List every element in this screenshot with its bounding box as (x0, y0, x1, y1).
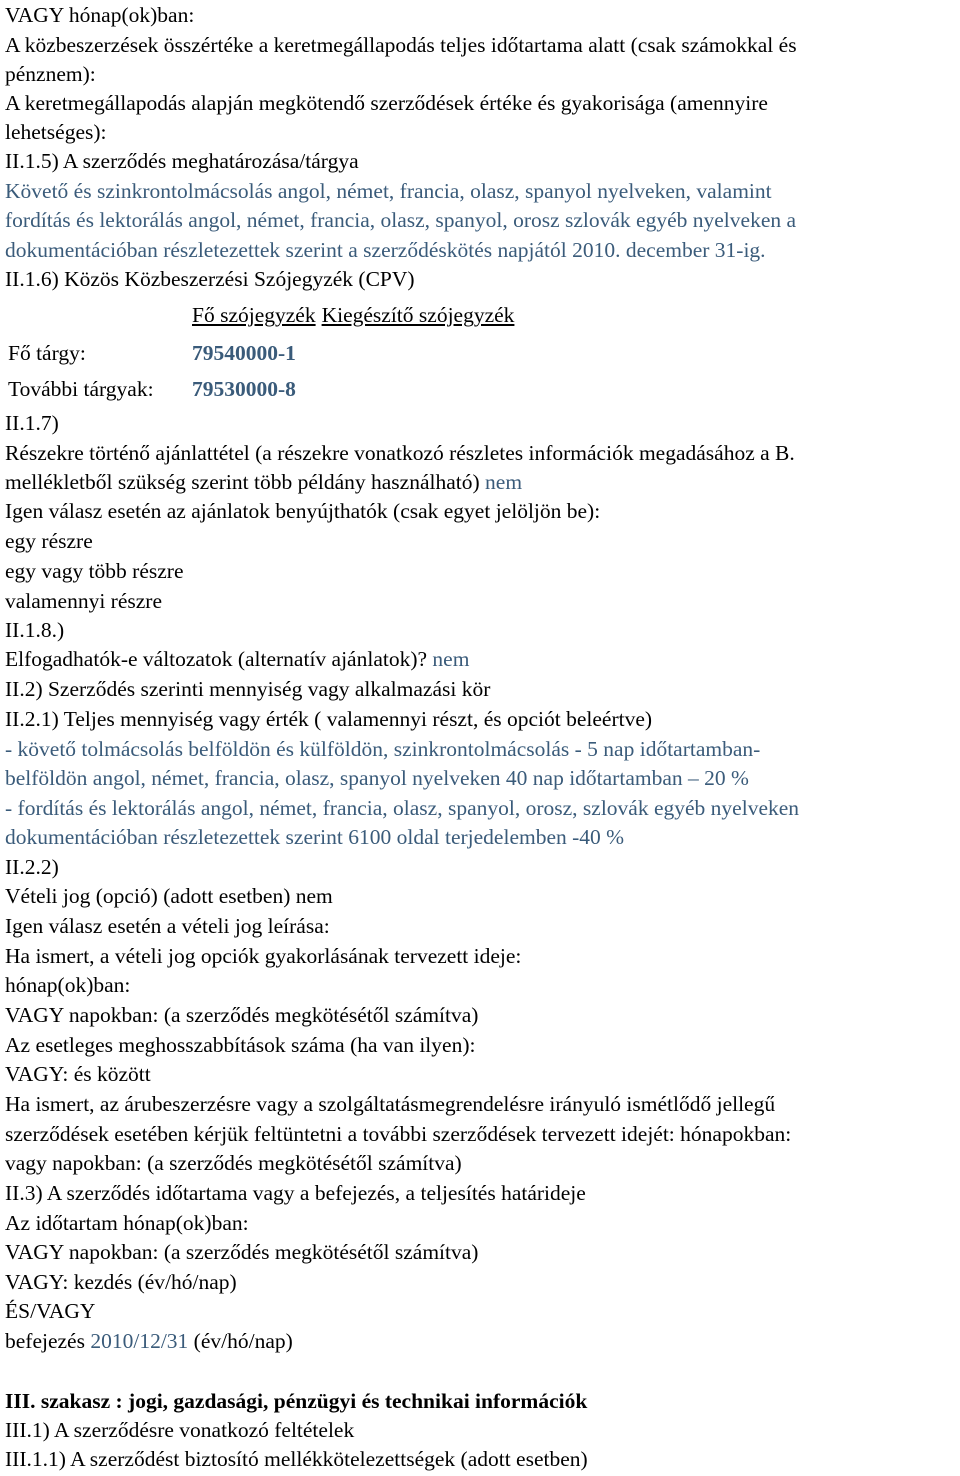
section-heading: II.2.1) Teljes mennyiség vagy érték ( valamennyi részt, és opciót beleértve) (5, 707, 653, 731)
section-heading: III.1.1) A szerződést biztosító mellékkötelezettségek (adott esetben) (5, 1447, 588, 1471)
section-heading: II.1.8.) (5, 618, 65, 642)
cpv-main-code: 79540000-1 (192, 341, 296, 365)
subject-description: Követő és szinkrontolmácsolás angol, német, francia, olasz, spanyol nyelveken, valamint (5, 179, 772, 203)
date-format: (év/hó/nap) (193, 1329, 293, 1353)
text-line (5, 467, 522, 497)
text-line: A keretmegállapodás alapján megkötendő szerződések értéke és gyakorisága (amennyire (5, 91, 768, 115)
option-line: valamennyi részre (5, 589, 162, 613)
option-line: egy vagy több részre (5, 559, 184, 583)
text-line: szerződések esetében kérjük feltüntetni a további szerződések tervezett idejét: hónapokban: (5, 1122, 792, 1146)
section-heading: II.1.5) A szerződés meghatározása/tárgya (5, 149, 359, 173)
text-line: Részekre történő ajánlattétel (a részekre vonatkozó részletes információk megadásához a B. (5, 441, 795, 465)
text-line: A közbeszerzések összértéke a keretmegállapodás teljes időtartama alatt (csak számokkal és (5, 33, 797, 57)
text-line: VAGY hónap(ok)ban: (5, 3, 195, 27)
cpv-other-code: 79530000-8 (192, 377, 296, 401)
part-heading: III. szakasz : jogi, gazdasági, pénzügyi és technikai információk (5, 1389, 588, 1413)
cpv-main-label: Fő tárgy: (8, 341, 86, 365)
end-label: befejezés (5, 1329, 85, 1353)
cpv-header (192, 300, 514, 330)
text-line: Igen válasz esetén az ajánlatok benyújthatók (csak egyet jelöljön be): (5, 499, 601, 523)
section-heading: III.1) A szerződésre vonatkozó feltételek (5, 1418, 355, 1442)
section-heading: II.1.6) Közös Közbeszerzési Szójegyzék (CPV) (5, 267, 415, 291)
question-text: Elfogadhatók-e változatok (alternatív ajánlatok)? (5, 647, 428, 671)
text-line: VAGY napokban: (a szerződés megkötésétől számítva) (5, 1003, 479, 1027)
quantity-description: - fordítás és lektorálás angol, német, francia, olasz, spanyol, orosz, szlovák egyéb nyelveken (5, 796, 800, 820)
text-line: VAGY: kezdés (év/hó/nap) (5, 1270, 237, 1294)
text-line (5, 1326, 293, 1356)
text-line: lehetséges): (5, 120, 107, 144)
text-line (5, 644, 469, 674)
text-line: Vételi jog (opció) (adott esetben) nem (5, 884, 333, 908)
text-line: Az esetleges meghosszabbítások száma (ha van ilyen): (5, 1033, 476, 1057)
cpv-other-label: További tárgyak: (8, 377, 154, 401)
text-line: Igen válasz esetén a vételi jog leírása: (5, 914, 330, 938)
quantity-description: - követő tolmácsolás belföldön és külföldön, szinkrontolmácsolás - 5 nap időtartamban- (5, 737, 761, 761)
section-heading: II.3) A szerződés időtartama vagy a befejezés, a teljesítés határideje (5, 1181, 586, 1205)
cpv-supplementary-header: Kiegészítő szójegyzék (321, 303, 515, 327)
answer-value: nem (485, 470, 523, 494)
text-line: Ha ismert, a vételi jog opciók gyakorlásának tervezett ideje: (5, 944, 522, 968)
text-line: VAGY: és között (5, 1062, 151, 1086)
section-heading: II.2.2) (5, 855, 59, 879)
text-line: Ha ismert, az árubeszerzésre vagy a szolgáltatásmegrendelésre irányuló ismétlődő jellegű (5, 1092, 776, 1116)
section-heading: II.1.7) (5, 411, 59, 435)
section-heading: II.2) Szerződés szerinti mennyiség vagy alkalmazási kör (5, 677, 491, 701)
text-line: hónap(ok)ban: (5, 973, 131, 997)
quantity-description: dokumentációban részletezettek szerint 6100 oldal terjedelemben -40 % (5, 825, 625, 849)
quantity-description: belföldön angol, német, francia, olasz, spanyol nyelveken 40 nap időtartamban – 20 % (5, 766, 749, 790)
option-line: egy részre (5, 529, 93, 553)
text-line: ÉS/VAGY (5, 1299, 96, 1323)
text-line: vagy napokban: (a szerződés megkötésétől számítva) (5, 1151, 462, 1175)
subject-description: dokumentációban részletezettek szerint a szerződéskötés napjától 2010. december 31-ig. (5, 238, 766, 262)
subject-description: fordítás és lektorálás angol, német, francia, olasz, spanyol, orosz szlovák egyéb nyelveken a (5, 208, 797, 232)
question-text: mellékletből szükség szerint több példány használható) (5, 470, 480, 494)
text-line: pénznem): (5, 62, 96, 86)
end-date-value: 2010/12/31 (90, 1329, 189, 1353)
text-line: VAGY napokban: (a szerződés megkötésétől számítva) (5, 1240, 479, 1264)
cpv-main-header: Fő szójegyzék (192, 303, 316, 327)
answer-value: nem (432, 647, 470, 671)
text-line: Az időtartam hónap(ok)ban: (5, 1211, 249, 1235)
